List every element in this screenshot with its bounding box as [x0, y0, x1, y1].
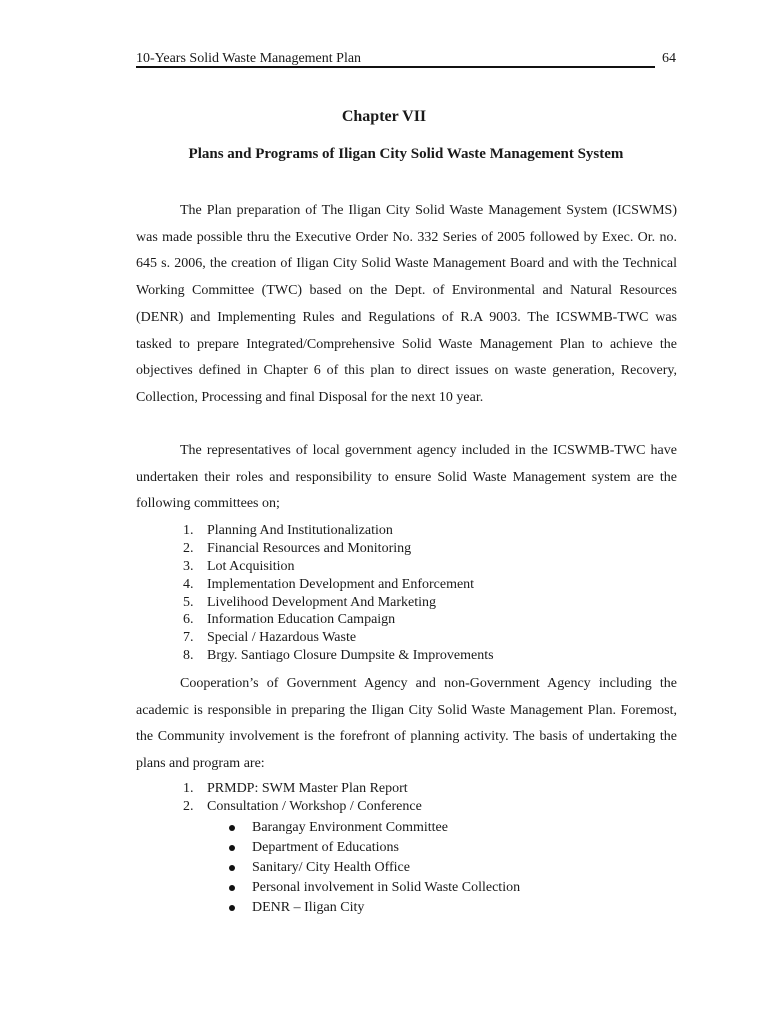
list-item-text: Implementation Development and Enforcement: [207, 576, 475, 592]
list-item: [183, 558, 494, 576]
cooperation-paragraph-text: Cooperation’s of Government Agency and non-Government Agency including the academic is responsible in preparing the Iligan City Solid Waste Management Plan. Foremost, the Community involvement is the forefront of planning activity. The basis of undertaking the plans and program are:: [136, 676, 677, 772]
list-item-text: Financial Resources and Monitoring: [207, 540, 412, 556]
bullet-item: [228, 818, 520, 838]
bullet-item-text: Sanitary/ City Health Office: [252, 860, 410, 875]
header-title: 10-Years Solid Waste Management Plan: [136, 51, 362, 66]
bullet-item: [228, 838, 520, 858]
intro-paragraph: [136, 198, 677, 412]
list-number: 8.: [183, 648, 194, 664]
bullet-icon: [229, 825, 235, 831]
list-number: 7.: [183, 630, 194, 646]
intro-paragraph-text: The Plan preparation of The Iligan City Solid Waste Management System (ICSWMS) was made possible thru the Executive Order No. 332 Series of 2005 followed by Exec. Or. no. 645 s. 2006, the creation of Iligan City Solid Waste Management Board and with the Technical Working Committee (TWC) based on the Dept. of Environmental and Natural Resources (DENR) and Implementing Rules and Regulations of R.A 9003. The ICSWMB-TWC was tasked to prepare Integrated/Comprehensive Solid Waste Management Plan to achieve the objectives defined in Chapter 6 of this plan to direct issues on waste generation, Recovery, Collection, Processing and final Disposal for the next 10 year.: [136, 203, 677, 405]
list-item-text: Brgy. Santiago Closure Dumpsite & Improvements: [207, 648, 494, 664]
bullet-item: [228, 858, 520, 878]
list-number: 5.: [183, 594, 194, 610]
list-item-text: Consultation / Workshop / Conference: [207, 798, 422, 814]
list-item-text: Information Education Campaign: [207, 612, 396, 628]
list-item-text: Lot Acquisition: [207, 558, 295, 574]
list-number: 4.: [183, 576, 194, 592]
list-item: [183, 611, 494, 629]
list-item-text: PRMDP: SWM Master Plan Report: [207, 781, 408, 796]
bullet-item-text: DENR – Iligan City: [252, 900, 365, 915]
list-item: [183, 594, 494, 612]
list-number: 2.: [183, 540, 194, 556]
list-item: [183, 576, 494, 594]
bullet-item: [228, 878, 520, 898]
list-item-text: Livelihood Development And Marketing: [207, 594, 437, 610]
list-item-text: Special / Hazardous Waste: [207, 630, 357, 646]
list-number: 3.: [183, 558, 194, 574]
chapter-title: Chapter VII: [341, 108, 427, 125]
list-item-text: Planning And Institutionalization: [207, 523, 393, 538]
list-item: [183, 540, 494, 558]
header-divider: [136, 66, 655, 68]
cooperation-paragraph: [136, 671, 677, 778]
page-number: 64: [662, 51, 676, 66]
bullet-item-text: Department of Educations: [252, 840, 399, 855]
list-number: 6.: [183, 612, 194, 628]
consultation-bullet-list: [228, 818, 520, 918]
list-number: 1.: [183, 781, 194, 796]
list-item: [183, 798, 422, 816]
bullet-icon: [229, 845, 235, 851]
bullet-item-text: Barangay Environment Committee: [252, 820, 448, 835]
representatives-paragraph-text: The representatives of local government agency included in the ICSWMB-TWC have undertaken their roles and responsibility to ensure Solid Waste Management system are the following committees on;: [136, 443, 677, 512]
list-item: [183, 647, 494, 665]
basis-list: [183, 780, 422, 816]
list-number: 1.: [183, 523, 194, 538]
bullet-icon: [229, 865, 235, 871]
list-item: [183, 629, 494, 647]
bullet-icon: [229, 905, 235, 911]
bullet-icon: [229, 885, 235, 891]
list-number: 2.: [183, 798, 194, 814]
committees-list: [183, 522, 494, 665]
bullet-item-text: Personal involvement in Solid Waste Collection: [252, 880, 521, 895]
list-item: [183, 522, 494, 540]
chapter-subtitle: Plans and Programs of Iligan City Solid Waste Management System: [188, 146, 624, 162]
list-item: [183, 780, 422, 798]
running-header: [136, 50, 655, 67]
bullet-item: [228, 898, 520, 918]
representatives-paragraph: [136, 438, 677, 518]
